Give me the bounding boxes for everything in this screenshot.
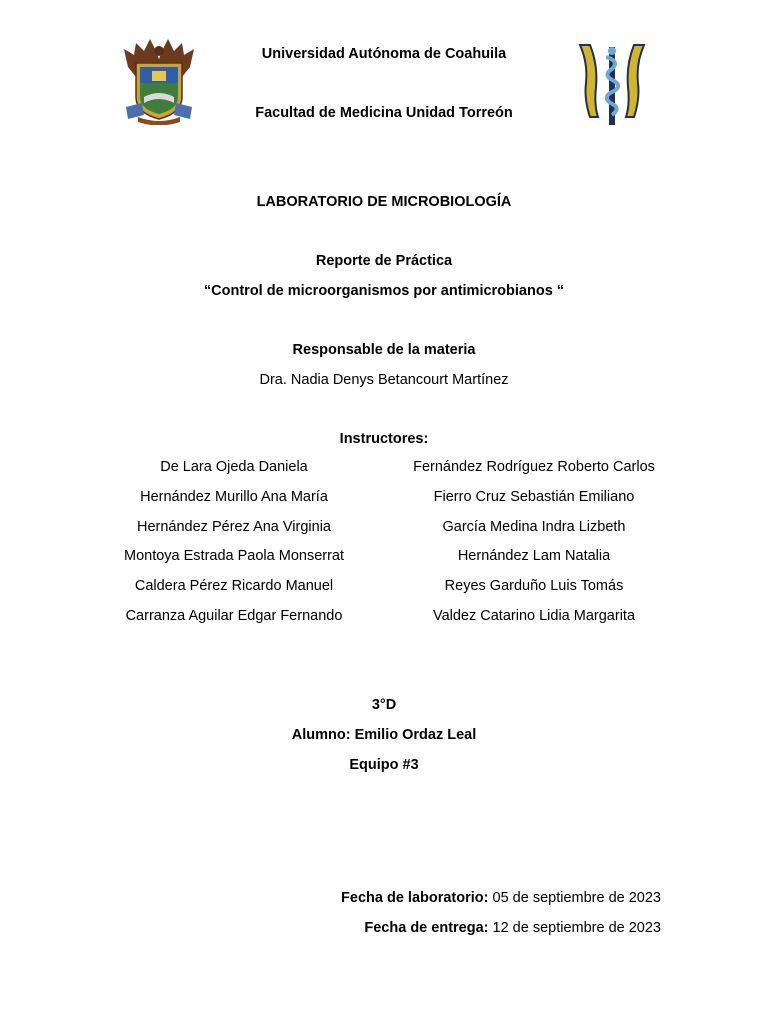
instructor-name: Fierro Cruz Sebastián Emiliano [433,488,635,505]
university-name: Universidad Autónoma de Coahuila [261,46,507,62]
lab-date-value: 05 de septiembre de 2023 [488,890,661,906]
instructor-name: De Lara Ojeda Daniela [160,459,308,475]
responsible-name: Dra. Nadia Denys Betancourt Martínez [259,372,509,388]
report-title: “Control de microorganismos por antimicrobianos “ [203,283,565,299]
report-label: Reporte de Práctica [315,253,453,269]
instructor-name: Montoya Estrada Paola Monserrat [123,548,345,565]
team-label: Equipo #3 [349,757,419,773]
instructor-name: Hernández Lam Natalia [457,548,611,565]
lab-title: LABORATORIO DE MICROBIOLOGÍA [256,194,512,210]
instructor-name: Hernández Pérez Ana Virginia [137,518,331,535]
group-label: 3°D [371,697,397,713]
instructor-name: Fernández Rodríguez Roberto Carlos [413,459,655,475]
instructor-name: Carranza Aguilar Edgar Fernando [125,607,343,624]
instructors-left-column [84,453,384,632]
instructor-name: Valdez Catarino Lidia Margarita [432,607,636,624]
lab-date [341,890,661,906]
instructor-name: García Medina Indra Lizbeth [442,518,626,535]
instructor-name: Caldera Pérez Ricardo Manuel [134,578,334,595]
responsible-label: Responsable de la materia [292,342,476,358]
delivery-date-value: 12 de septiembre de 2023 [488,920,661,936]
lab-date-label: Fecha de laboratorio: [341,890,489,906]
delivery-date [364,920,661,936]
instructors-right-column [384,453,684,632]
student-name: Alumno: Emilio Ordaz Leal [291,727,477,743]
instructor-name: Hernández Murillo Ana María [140,488,328,505]
faculty-name: Facultad de Medicina Unidad Torreón [255,105,513,121]
delivery-date-label: Fecha de entrega: [364,920,489,936]
instructor-name: Reyes Garduño Luis Tomás [444,578,624,595]
instructors-label: Instructores: [339,431,429,447]
